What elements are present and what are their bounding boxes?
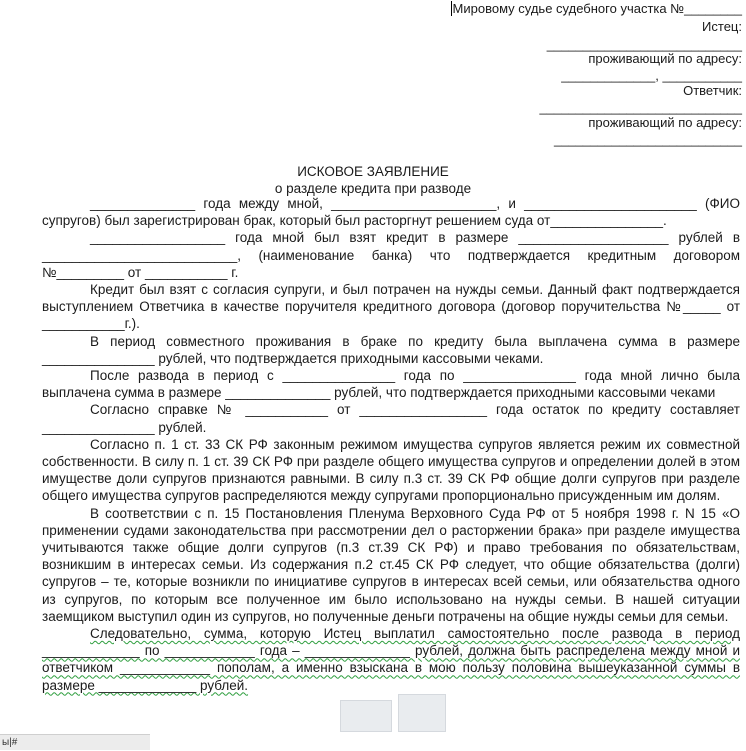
paragraph-balance: Согласно справке № ___________ от _________________ года остаток по кредиту составляет _______________ рублей. (42, 402, 740, 435)
paragraph-conclusion: Следовательно, сумма, которую Истец выплатил самостоятельно после развода в период _____________ по ____________ года – ______________ рублей, должна быть распределена между мной и ответчиком ____________ пополам, а именно взыскана в мою пользу половина вышеуказанной суммы в размере _____________ рублей. (42, 626, 740, 693)
paragraph-plenum: В соответствии с п. 15 Постановления Пленума Верховного Суда РФ от 5 ноября 1998 г. N 15 «О применении судами законодательства при рассмотрении дел о расторжении брака» при разделе имущества учитываются также общие долги супругов (п.3 ст.39 СК РФ) и право требования по обязательствам, возникшим в интересах семьи. Из содержания п.2 ст.45 СК РФ следует, что общие обязательства (долги) супругов – те, которые возникли по инициативе супругов в интересах всей семьи, или обязательства одного из супругов, по которым все полученное им было использовано на нужды семьи. В нашей ситуации заемщиком выступил один из супругов, но полученные деньги потрачены на общие нужды семьи для семьи. (42, 505, 740, 624)
paragraph-marriage: ______________ года между мной, ______________________, и _______________________ (ФИО супругов) был зарегистрирован брак, который был расторгнут решением суда от_______________. (42, 196, 740, 229)
header-defendant-name: ____________________________ (539, 100, 742, 115)
header-plaintiff-name: ___________________________ (546, 37, 742, 52)
header-court-line: Мировому судье судебного участка №________ (452, 1, 742, 16)
document-subtitle: о разделе кредита при разводе (274, 181, 472, 196)
document-body (42, 195, 740, 694)
text-cursor (451, 1, 452, 16)
status-bar: ы|# (0, 734, 150, 750)
paragraph-credit: __________________ года мной был взят кредит в размере ____________________ рублей в __________________________, (наименование банка) что подтверждается кредитным договором №_________ от ___________ г. (42, 230, 740, 280)
header-defendant-address: __________________________ (554, 132, 742, 147)
header-defendant-label: Ответчик: (683, 83, 742, 98)
paragraph-law-33: Согласно п. 1 ст. 33 СК РФ законным режимом имущества супругов является режим их совместной собственности. В силу п. 1 ст. 39 СК РФ при разделе общего имущества супругов и определении долей в этом имуществе доли супругов признаются равными. В силу п.3 ст. 39 СК РФ общие долги супругов при разделе общего имущества супругов распределяются между супругами пропорционально присужденным им долям. (42, 436, 740, 504)
paragraph-payments-marriage: В период совместного проживания в браке по кредиту была выплачена сумма в размере _______________ рублей, что подтверждается приходными кассовыми чеками. (42, 333, 740, 366)
paragraph-payments-after: После развода в период с _______________ года по _______________ года мной лично была выплачена сумма в размере ______________ рублей, что подтверждается приходными кассовыми чеками (42, 368, 740, 401)
header-plaintiff-address: _____________, ___________ (561, 68, 742, 83)
obscured-region (340, 700, 392, 732)
document-title: ИСКОВОЕ ЗАЯВЛЕНИЕ (297, 164, 449, 179)
header-plaintiff-label: Истец: (702, 19, 742, 34)
paragraph-consent: Кредит был взят с согласия супруги, и был потрачен на нужды семьи. Данный факт подтверждается выступлением Ответчика в качестве поручителя кредитного договора (договор поручительства №_____ от ___________г.). (42, 282, 740, 332)
header-plaintiff-address-label: проживающий по адресу: (588, 51, 742, 66)
obscured-region (398, 694, 446, 732)
header-defendant-address-label: проживающий по адресу: (588, 115, 742, 130)
